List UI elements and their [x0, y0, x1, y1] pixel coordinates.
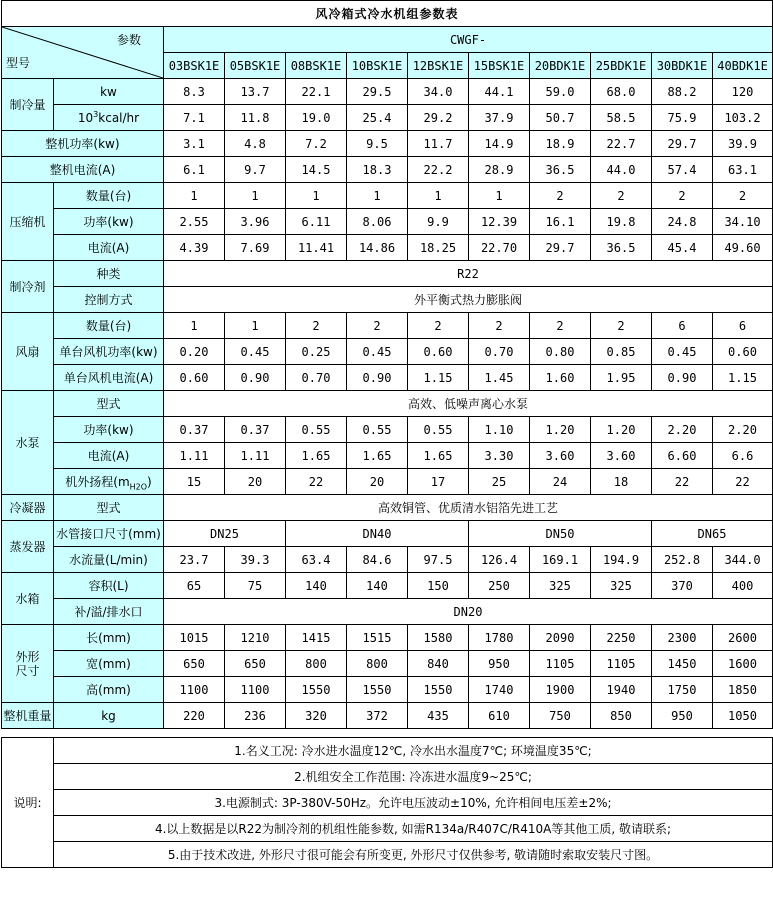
tank-volume-row — [2, 573, 773, 599]
tank-volume-cell: 325 — [591, 573, 652, 599]
compressor-power-cell: 34.10 — [713, 209, 773, 235]
tank-volume-cell: 75 — [225, 573, 286, 599]
model-header: 40BDK1E — [713, 53, 773, 79]
height-cell: 1900 — [530, 677, 591, 703]
pump-power-cell: 0.55 — [347, 417, 408, 443]
pump-power-cell: 1.20 — [591, 417, 652, 443]
height-cell: 1550 — [286, 677, 347, 703]
fan-qty-cell: 2 — [286, 313, 347, 339]
tank-outlet-value: DN20 — [164, 599, 773, 625]
pump-head-cell: 15 — [164, 469, 225, 495]
fan-power-row — [2, 339, 773, 365]
power-cell: 9.5 — [347, 131, 408, 157]
model-header: 03BSK1E — [164, 53, 225, 79]
cooling-kcal-cell: 29.2 — [408, 105, 469, 131]
height-cell: 1550 — [408, 677, 469, 703]
width-cell: 1105 — [591, 651, 652, 677]
pump-current-row — [2, 443, 773, 469]
cooling-kcal-cell: 58.5 — [591, 105, 652, 131]
row-label: kw — [54, 79, 164, 105]
compressor-power-cell: 16.1 — [530, 209, 591, 235]
group-label-compressor: 压缩机 — [2, 183, 54, 261]
refrigerant-control-row — [2, 287, 773, 313]
compressor-current-cell: 36.5 — [591, 235, 652, 261]
group-label-fan: 风扇 — [2, 313, 54, 391]
cooling-kw-row — [2, 79, 773, 105]
spacer-row — [2, 729, 773, 738]
group-label-evaporator: 蒸发器 — [2, 521, 54, 573]
cooling-kcal-cell: 19.0 — [286, 105, 347, 131]
dim-width-row — [2, 651, 773, 677]
tank-volume-cell: 150 — [408, 573, 469, 599]
fan-qty-cell: 2 — [408, 313, 469, 339]
note-row — [2, 738, 773, 764]
length-cell: 1415 — [286, 625, 347, 651]
page-title: 风冷箱式冷水机组参数表 — [2, 1, 773, 27]
compressor-power-cell: 19.8 — [591, 209, 652, 235]
height-cell: 1550 — [347, 677, 408, 703]
tank-volume-cell: 140 — [347, 573, 408, 599]
compressor-current-cell: 4.39 — [164, 235, 225, 261]
current-cell: 28.9 — [469, 157, 530, 183]
compressor-qty-cell: 1 — [408, 183, 469, 209]
compressor-power-cell: 8.06 — [347, 209, 408, 235]
fan-current-cell: 0.90 — [652, 365, 713, 391]
current-row — [2, 157, 773, 183]
group-label-tank: 水箱 — [2, 573, 54, 625]
weight-cell: 220 — [164, 703, 225, 729]
cooling-kcal-cell: 25.4 — [347, 105, 408, 131]
row-label: 功率(kw) — [54, 209, 164, 235]
fan-qty-cell: 2 — [530, 313, 591, 339]
kcal-exponent: 3 — [93, 109, 99, 119]
row-label — [54, 469, 164, 495]
row-label: 高(mm) — [54, 677, 164, 703]
pump-power-cell: 0.55 — [286, 417, 347, 443]
compressor-power-row — [2, 209, 773, 235]
power-cell: 7.2 — [286, 131, 347, 157]
row-label: 数量(台) — [54, 183, 164, 209]
pump-head-cell: 17 — [408, 469, 469, 495]
cooling-kcal-cell: 50.7 — [530, 105, 591, 131]
cooling-kw-cell: 22.1 — [286, 79, 347, 105]
row-label-power: 整机功率(kw) — [2, 131, 164, 157]
row-label — [54, 105, 164, 131]
group-label-refrigerant: 制冷剂 — [2, 261, 54, 313]
flow-cell: 194.9 — [591, 547, 652, 573]
row-label: 长(mm) — [54, 625, 164, 651]
power-cell: 22.7 — [591, 131, 652, 157]
length-cell: 1210 — [225, 625, 286, 651]
tank-volume-cell: 400 — [713, 573, 773, 599]
pump-current-cell: 1.65 — [347, 443, 408, 469]
model-header: 05BSK1E — [225, 53, 286, 79]
length-cell: 1780 — [469, 625, 530, 651]
series-name: CWGF- — [164, 27, 773, 53]
note-row — [2, 764, 773, 790]
pump-current-cell: 3.30 — [469, 443, 530, 469]
compressor-power-cell: 3.96 — [225, 209, 286, 235]
spacer-cell — [2, 729, 773, 738]
weight-cell: 372 — [347, 703, 408, 729]
flow-cell: 97.5 — [408, 547, 469, 573]
current-cell: 44.0 — [591, 157, 652, 183]
length-cell: 1580 — [408, 625, 469, 651]
flow-cell: 344.0 — [713, 547, 773, 573]
group-label-weight: 整机重量 — [2, 703, 54, 729]
tank-volume-cell: 325 — [530, 573, 591, 599]
fan-power-cell: 0.45 — [347, 339, 408, 365]
pump-model-row — [2, 391, 773, 417]
pump-power-cell: 2.20 — [652, 417, 713, 443]
width-cell: 1450 — [652, 651, 713, 677]
row-label: 控制方式 — [54, 287, 164, 313]
note-row — [2, 816, 773, 842]
dim-label-line2: 尺寸 — [15, 663, 40, 678]
flow-cell: 84.6 — [347, 547, 408, 573]
weight-cell: 320 — [286, 703, 347, 729]
dim-length-row — [2, 625, 773, 651]
compressor-power-cell: 12.39 — [469, 209, 530, 235]
note-text: 1.名义工况: 冷水进水温度12℃, 冷水出水温度7℃; 环境温度35℃; — [54, 738, 773, 764]
fan-qty-row — [2, 313, 773, 339]
row-label: 型式 — [54, 495, 164, 521]
note-text: 5.由于技术改进, 外形尺寸很可能会有所变更, 外形尺寸仅供参考, 敬请随时索取安装尺寸图。 — [54, 842, 773, 868]
power-cell: 11.7 — [408, 131, 469, 157]
cooling-kw-cell: 88.2 — [652, 79, 713, 105]
pump-power-cell: 1.10 — [469, 417, 530, 443]
flow-cell: 169.1 — [530, 547, 591, 573]
fan-current-cell: 1.15 — [713, 365, 773, 391]
header-diagonal-cell — [2, 27, 164, 79]
pump-power-row — [2, 417, 773, 443]
compressor-power-cell: 9.9 — [408, 209, 469, 235]
pump-current-cell: 1.65 — [286, 443, 347, 469]
length-cell: 2300 — [652, 625, 713, 651]
cooling-kcal-cell: 7.1 — [164, 105, 225, 131]
row-label: 宽(mm) — [54, 651, 164, 677]
compressor-power-cell: 2.55 — [164, 209, 225, 235]
pump-head-cell: 22 — [652, 469, 713, 495]
type-header-label: 型号 — [6, 56, 31, 70]
fan-qty-cell: 6 — [713, 313, 773, 339]
group-label-dimensions — [2, 625, 54, 703]
cooling-kw-cell: 44.1 — [469, 79, 530, 105]
pump-current-cell: 6.60 — [652, 443, 713, 469]
cooling-kw-cell: 8.3 — [164, 79, 225, 105]
tank-outlet-row — [2, 599, 773, 625]
compressor-current-cell: 11.41 — [286, 235, 347, 261]
height-cell: 1850 — [713, 677, 773, 703]
weight-cell: 435 — [408, 703, 469, 729]
condenser-row — [2, 495, 773, 521]
width-cell: 800 — [347, 651, 408, 677]
tank-volume-cell: 250 — [469, 573, 530, 599]
row-label: 型式 — [54, 391, 164, 417]
width-cell: 840 — [408, 651, 469, 677]
pump-head-cell: 24 — [530, 469, 591, 495]
evaporator-pipe-row — [2, 521, 773, 547]
fan-power-cell: 0.45 — [225, 339, 286, 365]
pump-head-cell: 25 — [469, 469, 530, 495]
row-label: 数量(台) — [54, 313, 164, 339]
width-cell: 1105 — [530, 651, 591, 677]
row-label: 补/溢/排水口 — [54, 599, 164, 625]
dim-height-row — [2, 677, 773, 703]
note-text: 4.以上数据是以R22为制冷剂的机组性能参数, 如需R134a/R407C/R410A等其他工质, 敬请联系; — [54, 816, 773, 842]
model-header: 20BDK1E — [530, 53, 591, 79]
cooling-kw-cell: 59.0 — [530, 79, 591, 105]
weight-cell: 850 — [591, 703, 652, 729]
flow-cell: 126.4 — [469, 547, 530, 573]
compressor-qty-cell: 2 — [652, 183, 713, 209]
cooling-kcal-cell: 11.8 — [225, 105, 286, 131]
row-label: 种类 — [54, 261, 164, 287]
weight-cell: 1050 — [713, 703, 773, 729]
cooling-kw-cell: 34.0 — [408, 79, 469, 105]
pump-current-cell: 1.11 — [164, 443, 225, 469]
fan-power-cell: 0.60 — [408, 339, 469, 365]
power-cell: 14.9 — [469, 131, 530, 157]
pump-head-cell: 20 — [347, 469, 408, 495]
pump-head-cell: 20 — [225, 469, 286, 495]
fan-current-cell: 0.90 — [347, 365, 408, 391]
fan-qty-cell: 1 — [164, 313, 225, 339]
row-label: 电流(A) — [54, 235, 164, 261]
fan-power-cell: 0.85 — [591, 339, 652, 365]
width-cell: 650 — [225, 651, 286, 677]
kcal-unit-label — [78, 111, 139, 125]
current-cell: 18.3 — [347, 157, 408, 183]
row-label: 单台风机电流(A) — [54, 365, 164, 391]
refrigerant-type-row — [2, 261, 773, 287]
compressor-power-cell: 6.11 — [286, 209, 347, 235]
fan-current-cell: 1.45 — [469, 365, 530, 391]
row-label: 容积(L) — [54, 573, 164, 599]
pump-model-value: 高效、低噪声离心水泵 — [164, 391, 773, 417]
cooling-kw-cell: 68.0 — [591, 79, 652, 105]
fan-current-cell: 0.90 — [225, 365, 286, 391]
length-cell: 2250 — [591, 625, 652, 651]
pump-head-label — [65, 475, 151, 489]
fan-power-cell: 0.25 — [286, 339, 347, 365]
power-cell: 29.7 — [652, 131, 713, 157]
model-header: 15BSK1E — [469, 53, 530, 79]
param-header-label: 参数 — [116, 33, 141, 47]
dim-label-line1: 外形 — [15, 649, 40, 664]
note-text: 3.电源制式: 3P-380V-50Hz。允许电压波动±10%, 允许相间电压差±2%; — [54, 790, 773, 816]
fan-current-row — [2, 365, 773, 391]
width-cell: 950 — [469, 651, 530, 677]
height-cell: 1740 — [469, 677, 530, 703]
compressor-qty-cell: 1 — [164, 183, 225, 209]
compressor-qty-cell: 1 — [469, 183, 530, 209]
pipe-size-cell: DN65 — [652, 521, 773, 547]
fan-power-cell: 0.60 — [713, 339, 773, 365]
fan-qty-cell: 2 — [469, 313, 530, 339]
power-row — [2, 131, 773, 157]
power-cell: 18.9 — [530, 131, 591, 157]
note-text: 2.机组安全工作范围: 冷冻进水温度9~25℃; — [54, 764, 773, 790]
pump-current-cell: 1.65 — [408, 443, 469, 469]
height-cell: 1100 — [164, 677, 225, 703]
flow-cell: 23.7 — [164, 547, 225, 573]
fan-current-cell: 0.70 — [286, 365, 347, 391]
fan-qty-cell: 1 — [225, 313, 286, 339]
evaporator-flow-row — [2, 547, 773, 573]
note-row — [2, 842, 773, 868]
fan-power-cell: 0.20 — [164, 339, 225, 365]
fan-power-cell: 0.70 — [469, 339, 530, 365]
pump-current-cell: 6.6 — [713, 443, 773, 469]
pump-current-cell: 1.11 — [225, 443, 286, 469]
current-cell: 6.1 — [164, 157, 225, 183]
pump-head-cell: 18 — [591, 469, 652, 495]
refrigerant-control-value: 外平衡式热力膨胀阀 — [164, 287, 773, 313]
refrigerant-type-value: R22 — [164, 261, 773, 287]
power-cell: 39.9 — [713, 131, 773, 157]
width-cell: 1600 — [713, 651, 773, 677]
compressor-power-cell: 24.8 — [652, 209, 713, 235]
compressor-qty-cell: 1 — [225, 183, 286, 209]
condenser-model-value: 高效铜管、优质清水铝箔先进工艺 — [164, 495, 773, 521]
model-header: 12BSK1E — [408, 53, 469, 79]
flow-cell: 252.8 — [652, 547, 713, 573]
weight-cell: 950 — [652, 703, 713, 729]
current-cell: 9.7 — [225, 157, 286, 183]
pump-head-cell: 22 — [713, 469, 773, 495]
cooling-kw-cell: 120 — [713, 79, 773, 105]
weight-cell: 236 — [225, 703, 286, 729]
model-header: 08BSK1E — [286, 53, 347, 79]
row-label: kg — [54, 703, 164, 729]
fan-power-cell: 0.45 — [652, 339, 713, 365]
note-row — [2, 790, 773, 816]
pipe-size-cell: DN25 — [164, 521, 286, 547]
row-label: 单台风机功率(kw) — [54, 339, 164, 365]
current-cell: 14.5 — [286, 157, 347, 183]
row-label: 功率(kw) — [54, 417, 164, 443]
compressor-qty-cell: 2 — [591, 183, 652, 209]
spec-table — [1, 0, 773, 868]
pump-power-cell: 0.55 — [408, 417, 469, 443]
tank-volume-cell: 140 — [286, 573, 347, 599]
pump-current-cell: 3.60 — [530, 443, 591, 469]
row-label: 电流(A) — [54, 443, 164, 469]
pump-power-cell: 2.20 — [713, 417, 773, 443]
fan-current-cell: 1.95 — [591, 365, 652, 391]
compressor-qty-cell: 1 — [347, 183, 408, 209]
length-cell: 2090 — [530, 625, 591, 651]
compressor-current-cell: 29.7 — [530, 235, 591, 261]
compressor-current-cell: 49.60 — [713, 235, 773, 261]
compressor-current-cell: 22.70 — [469, 235, 530, 261]
fan-qty-cell: 2 — [591, 313, 652, 339]
fan-current-cell: 1.15 — [408, 365, 469, 391]
pump-power-cell: 0.37 — [225, 417, 286, 443]
current-cell: 57.4 — [652, 157, 713, 183]
weight-row — [2, 703, 773, 729]
tank-volume-cell: 65 — [164, 573, 225, 599]
width-cell: 650 — [164, 651, 225, 677]
cooling-kcal-cell: 37.9 — [469, 105, 530, 131]
compressor-current-cell: 18.25 — [408, 235, 469, 261]
current-cell: 22.2 — [408, 157, 469, 183]
fan-current-cell: 1.60 — [530, 365, 591, 391]
length-cell: 2600 — [713, 625, 773, 651]
weight-cell: 610 — [469, 703, 530, 729]
compressor-qty-cell: 2 — [530, 183, 591, 209]
row-label: 水管接口尺寸(mm) — [54, 521, 164, 547]
current-cell: 63.1 — [713, 157, 773, 183]
model-header: 25BDK1E — [591, 53, 652, 79]
length-cell: 1015 — [164, 625, 225, 651]
cooling-kcal-row — [2, 105, 773, 131]
compressor-current-cell: 14.86 — [347, 235, 408, 261]
cooling-kw-cell: 29.5 — [347, 79, 408, 105]
cooling-kw-cell: 13.7 — [225, 79, 286, 105]
compressor-qty-row — [2, 183, 773, 209]
current-cell: 36.5 — [530, 157, 591, 183]
height-cell: 1750 — [652, 677, 713, 703]
model-header: 10BSK1E — [347, 53, 408, 79]
cooling-kcal-cell: 103.2 — [713, 105, 773, 131]
pipe-size-cell: DN40 — [286, 521, 469, 547]
dimensions-group-label — [2, 650, 53, 678]
pump-power-cell: 1.20 — [530, 417, 591, 443]
tank-volume-cell: 370 — [652, 573, 713, 599]
compressor-current-row — [2, 235, 773, 261]
pump-head-cell: 22 — [286, 469, 347, 495]
row-label-current: 整机电流(A) — [2, 157, 164, 183]
power-cell: 3.1 — [164, 131, 225, 157]
flow-cell: 63.4 — [286, 547, 347, 573]
length-cell: 1515 — [347, 625, 408, 651]
cooling-kcal-cell: 75.9 — [652, 105, 713, 131]
group-label-pump: 水泵 — [2, 391, 54, 495]
head-label-main: 机外扬程(m — [65, 474, 130, 489]
fan-qty-cell: 6 — [652, 313, 713, 339]
width-cell: 800 — [286, 651, 347, 677]
pump-power-cell: 0.37 — [164, 417, 225, 443]
compressor-current-cell: 7.69 — [225, 235, 286, 261]
fan-current-cell: 0.60 — [164, 365, 225, 391]
fan-qty-cell: 2 — [347, 313, 408, 339]
fan-power-cell: 0.80 — [530, 339, 591, 365]
height-cell: 1100 — [225, 677, 286, 703]
group-label-condenser: 冷凝器 — [2, 495, 54, 521]
weight-cell: 750 — [530, 703, 591, 729]
notes-label: 说明: — [2, 738, 54, 868]
pipe-size-cell: DN50 — [469, 521, 652, 547]
model-header: 30BDK1E — [652, 53, 713, 79]
compressor-qty-cell: 1 — [286, 183, 347, 209]
kcal-prefix: 10 — [77, 110, 94, 125]
power-cell: 4.8 — [225, 131, 286, 157]
row-label: 水流量(L/min) — [54, 547, 164, 573]
head-label-sub: H2O — [129, 481, 148, 491]
group-label-cooling: 制冷量 — [2, 79, 54, 131]
kcal-suffix: kcal/hr — [98, 110, 140, 125]
head-label-end: ) — [147, 474, 152, 489]
compressor-qty-cell: 2 — [713, 183, 773, 209]
flow-cell: 39.3 — [225, 547, 286, 573]
height-cell: 1940 — [591, 677, 652, 703]
compressor-current-cell: 45.4 — [652, 235, 713, 261]
pump-current-cell: 3.60 — [591, 443, 652, 469]
pump-head-row — [2, 469, 773, 495]
